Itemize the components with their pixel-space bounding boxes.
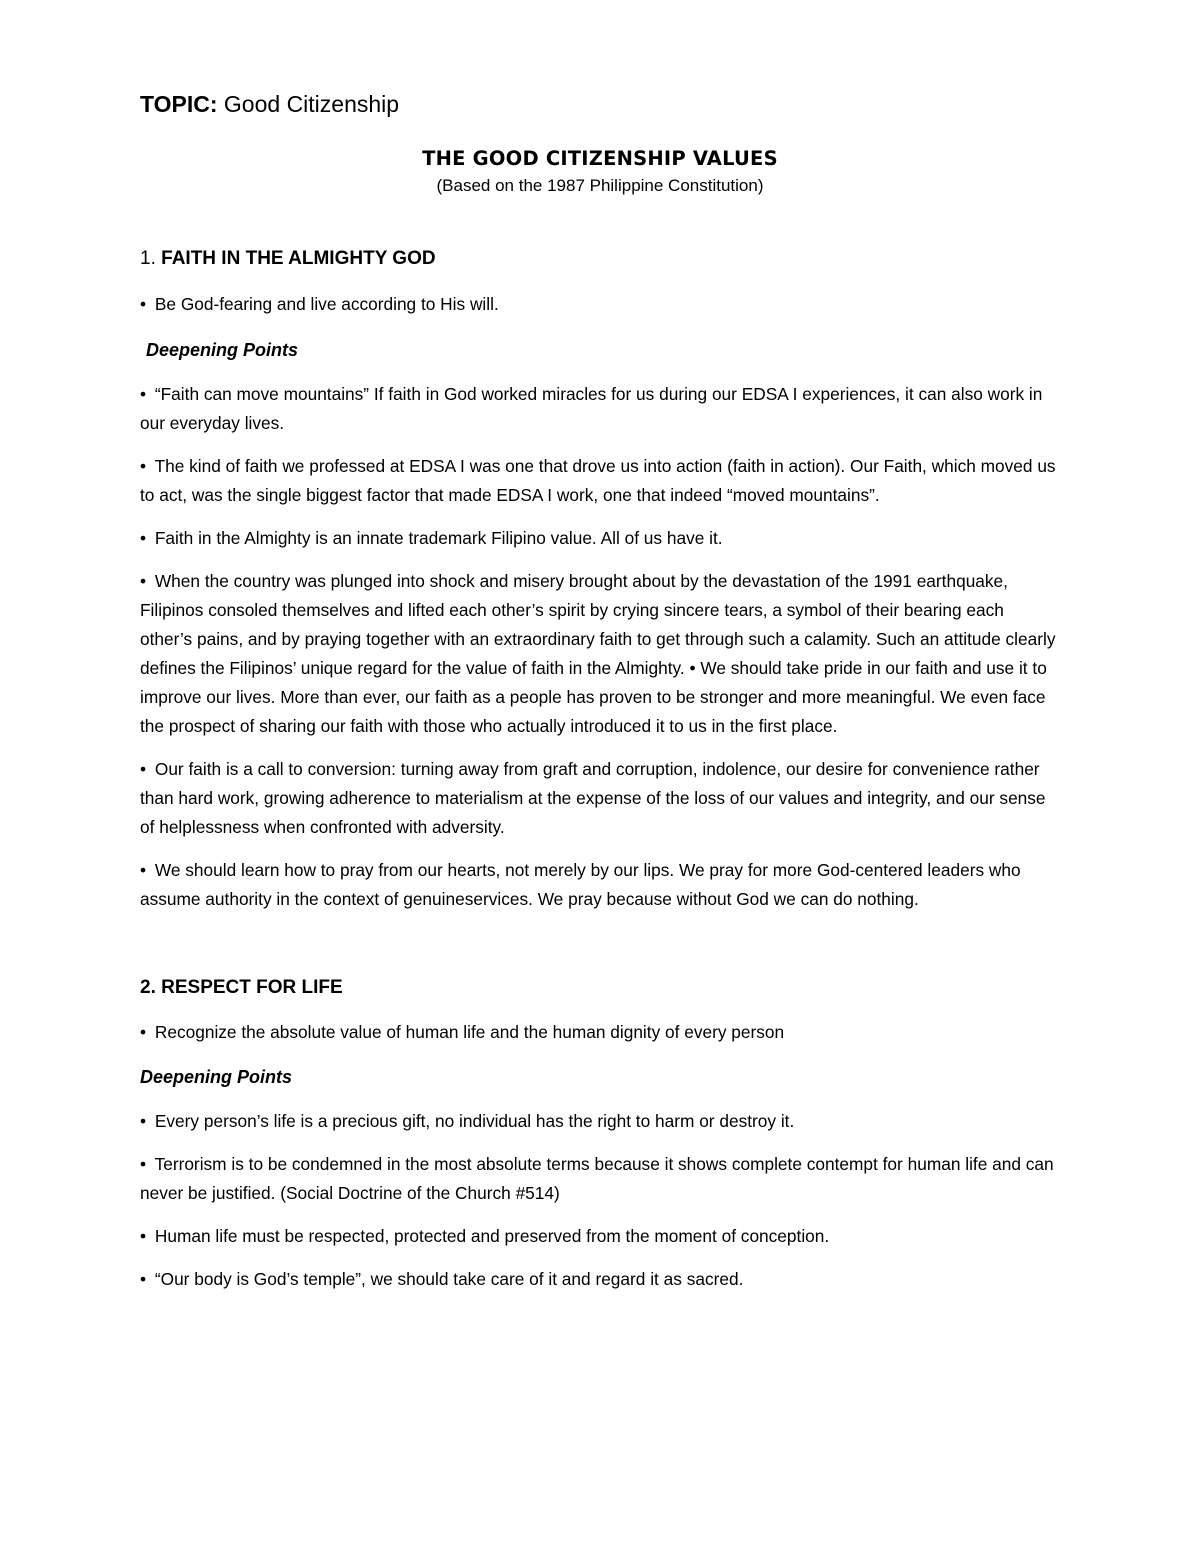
summary-text: Recognize the absolute value of human life and the human dignity of every person: [154, 1022, 785, 1042]
list-item: [140, 856, 1060, 914]
section-summary: [140, 290, 1060, 319]
list-item: [140, 524, 1060, 553]
document-page: [140, 88, 1060, 1294]
section-number: 1.: [140, 248, 156, 269]
point-text: Terrorism is to be condemned in the most absolute terms because it shows complete contempt for human life and can never be justified. (Social Doctrine of the Church #514): [140, 1154, 1054, 1203]
point-text: Every person’s life is a precious gift, no individual has the right to harm or destroy it.: [154, 1111, 795, 1131]
list-item: [140, 380, 1060, 438]
section-2: [140, 974, 1060, 1294]
bullet-icon: •: [140, 759, 147, 779]
topic-value: Good Citizenship: [217, 91, 400, 117]
bullet-icon: •: [140, 294, 147, 314]
point-text: When the country was plunged into shock and misery brought about by the devastation of the 1991 earthquake, Filipinos consoled themselves and lifted each other’s spirit by crying sincere tears, a symbol of their bearing each other’s pains, and by praying together with an extraordinary faith to get through such a calamity. Such an attitude clearly defines the Filipinos’ unique regard for the value of faith in the Almighty. • We should take pride in our faith and use it to improve our lives. More than ever, our faith as a people has proven to be stronger and more meaningful. We even face the prospect of sharing our faith with those who actually introduced it to us in the first place.: [140, 571, 1056, 736]
section-title: FAITH IN THE ALMIGHTY GOD: [161, 248, 436, 269]
bullet-icon: •: [140, 571, 147, 591]
point-text: “Our body is God’s temple”, we should take care of it and regard it as sacred.: [154, 1269, 744, 1289]
section-title: RESPECT FOR LIFE: [161, 977, 343, 998]
bullet-icon: •: [140, 1269, 147, 1289]
list-item: [140, 755, 1060, 842]
document-subtitle: (Based on the 1987 Philippine Constitution): [436, 176, 764, 195]
list-item: [140, 1265, 1060, 1294]
bullet-icon: •: [140, 1022, 147, 1042]
summary-text: Be God-fearing and live according to His will.: [154, 294, 499, 314]
point-text: The kind of faith we professed at EDSA I was one that drove us into action (faith in action). Our Faith, which moved us to act, was the single biggest factor that made EDSA I work, one that indeed “moved mountains”.: [140, 456, 1056, 505]
point-text: Faith in the Almighty is an innate trademark Filipino value. All of us have it.: [154, 528, 723, 548]
bullet-icon: •: [140, 1111, 147, 1131]
list-item: [140, 1150, 1060, 1208]
bullet-icon: •: [140, 860, 147, 880]
deepening-label: Deepening Points: [146, 340, 299, 360]
point-text: Our faith is a call to conversion: turning away from graft and corruption, indolence, our desire for convenience rather than hard work, growing adherence to materialism at the expense of the loss of our values and integrity, and our sense of helplessness when confronted with adversity.: [140, 759, 1046, 837]
deepening-label: Deepening Points: [140, 1067, 293, 1087]
bullet-icon: •: [140, 456, 147, 476]
bullet-icon: •: [140, 1154, 147, 1174]
point-text: We should learn how to pray from our hearts, not merely by our lips. We pray for more God-centered leaders who assume authority in the context of genuineservices. We pray because without God we can do nothing.: [140, 860, 1021, 909]
list-item: [140, 567, 1060, 741]
list-item: [140, 1222, 1060, 1251]
list-item: [140, 1107, 1060, 1136]
topic-label: TOPIC:: [140, 91, 218, 117]
section-heading: [140, 974, 1060, 1002]
bullet-icon: •: [140, 1226, 147, 1246]
section-number: 2.: [140, 977, 156, 998]
point-text: Human life must be respected, protected and preserved from the moment of conception.: [154, 1226, 830, 1246]
document-title: THE GOOD CITIZENSHIP VALUES: [422, 147, 778, 170]
bullet-icon: •: [140, 384, 147, 404]
section-1: [140, 245, 1060, 914]
section-summary: [140, 1018, 1060, 1047]
bullet-icon: •: [140, 528, 147, 548]
section-heading: [140, 245, 1060, 273]
title-block: [140, 145, 1060, 199]
topic-line: [140, 88, 1060, 128]
list-item: [140, 452, 1060, 510]
point-text: “Faith can move mountains” If faith in God worked miracles for us during our EDSA I experiences, it can also work in our everyday lives.: [140, 384, 1043, 433]
